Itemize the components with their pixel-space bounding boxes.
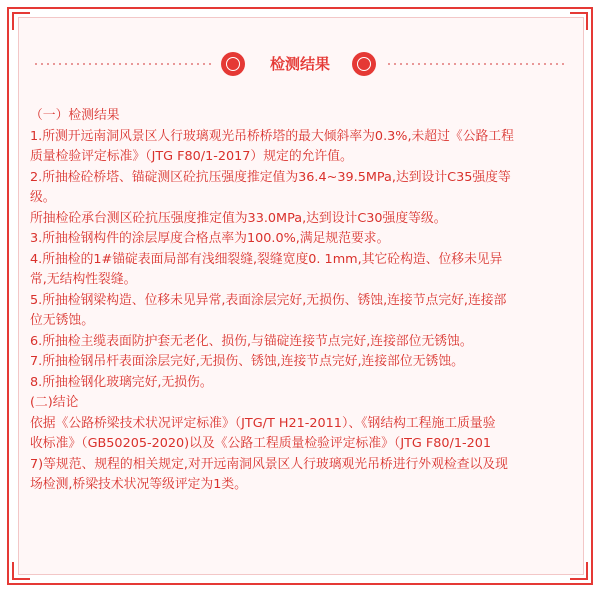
text-line: 位无锈蚀。 bbox=[30, 313, 94, 328]
text-line: 6.所抽检主缆表面防护套无老化、损伤,与锚碇连接节点完好,连接部位无锈蚀。 bbox=[30, 333, 473, 349]
corner-ornament bbox=[12, 562, 30, 580]
circle-ornament-icon bbox=[221, 52, 245, 76]
text-line: 5.所抽检钢梁构造、位移未见异常,表面涂层完好,无损伤、锈蚀,连接节点完好,连接部 bbox=[30, 292, 507, 308]
result-text bbox=[30, 106, 578, 496]
text-line: 8.所抽检钢化玻璃完好,无损伤。 bbox=[30, 374, 213, 390]
corner-ornament bbox=[12, 12, 30, 30]
text-line: 收标准》（GB50205-2020)以及《公路工程质量检验评定标准》（JTG F80/1-201 bbox=[30, 436, 492, 451]
section-title: 检测结果 bbox=[269, 55, 330, 73]
text-line: 所抽检砼承台测区砼抗压强度推定值为33.0MPa,达到设计C30强度等级。 bbox=[30, 210, 447, 226]
dotted-divider bbox=[33, 63, 213, 65]
dotted-divider bbox=[386, 63, 566, 65]
text-line: 7)等规范、规程的相关规定,对开远南洞风景区人行玻璃观光吊桥进行外观检查以及现 bbox=[30, 456, 508, 472]
text-line: 质量检验评定标准》（JTG F80/1-2017）规定的允许值。 bbox=[30, 149, 353, 164]
text-line: （一）检测结果 bbox=[30, 108, 120, 123]
text-line: 2.所抽检砼桥塔、锚碇测区砼抗压强度推定值为36.4~39.5MPa,达到设计C35强度等 bbox=[30, 169, 511, 185]
text-line: (二)结论 bbox=[30, 395, 79, 410]
text-line: 4.所抽检的1#锚碇表面局部有浅细裂缝,裂缝宽度0. 1mm,其它砼构造、位移未见异 bbox=[30, 251, 503, 267]
section-header bbox=[0, 46, 600, 82]
text-line: 3.所抽检钢构件的涂层厚度合格点率为100.0%,满足规范要求。 bbox=[30, 231, 390, 246]
text-line: 级。 bbox=[30, 190, 56, 205]
text-line: 常,无结构性裂缝。 bbox=[30, 272, 137, 287]
corner-ornament bbox=[570, 12, 588, 30]
text-line: 场检测,桥梁技术状况等级评定为1类。 bbox=[30, 477, 247, 492]
text-line: 7.所抽检钢吊杆表面涂层完好,无损伤、锈蚀,连接节点完好,连接部位无锈蚀。 bbox=[30, 354, 464, 369]
text-line: 依据《公路桥梁技术状况评定标准》（JTG/T H21-2011）、《钢结构工程施工质量验 bbox=[30, 415, 496, 431]
corner-ornament bbox=[570, 562, 588, 580]
circle-ornament-icon bbox=[352, 52, 376, 76]
text-line: 1.所测开远南洞风景区人行玻璃观光吊桥桥塔的最大倾斜率为0.3%,未超过《公路工程 bbox=[30, 128, 514, 144]
